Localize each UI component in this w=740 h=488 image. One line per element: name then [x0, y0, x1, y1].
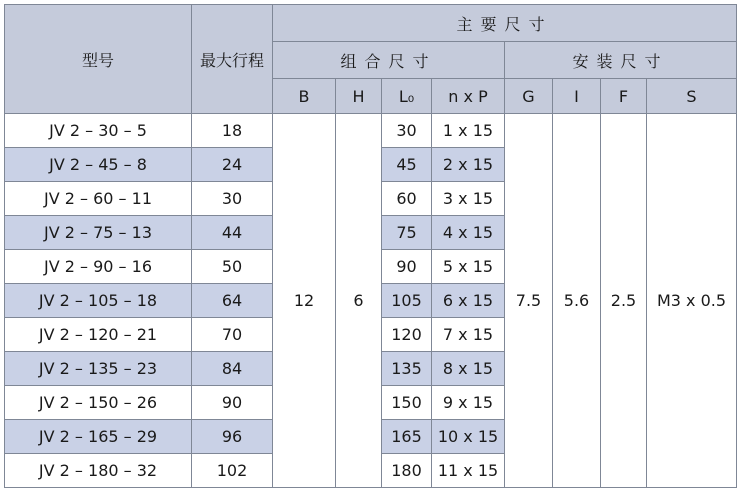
header-max-stroke: 最大行程	[192, 5, 273, 114]
cell-model: JV 2 – 120 – 21	[5, 318, 192, 352]
cell-h: 6	[336, 114, 382, 488]
cell-nxp: 2 x 15	[432, 148, 505, 182]
cell-nxp: 9 x 15	[432, 386, 505, 420]
cell-stroke: 50	[192, 250, 273, 284]
cell-stroke: 44	[192, 216, 273, 250]
cell-model: JV 2 – 90 – 16	[5, 250, 192, 284]
header-model: 型号	[5, 5, 192, 114]
header-assembly-dimensions: 组合尺寸	[273, 42, 505, 79]
cell-stroke: 30	[192, 182, 273, 216]
cell-nxp: 11 x 15	[432, 454, 505, 488]
cell-nxp: 8 x 15	[432, 352, 505, 386]
header-main-dimensions: 主要尺寸	[273, 5, 737, 42]
cell-b: 12	[273, 114, 336, 488]
cell-nxp: 1 x 15	[432, 114, 505, 148]
cell-model: JV 2 – 165 – 29	[5, 420, 192, 454]
cell-stroke: 24	[192, 148, 273, 182]
cell-f: 2.5	[601, 114, 647, 488]
cell-model: JV 2 – 75 – 13	[5, 216, 192, 250]
cell-model: JV 2 – 60 – 11	[5, 182, 192, 216]
header-col-g: G	[505, 79, 553, 114]
cell-lo: 45	[382, 148, 432, 182]
cell-lo: 90	[382, 250, 432, 284]
cell-stroke: 64	[192, 284, 273, 318]
cell-nxp: 4 x 15	[432, 216, 505, 250]
cell-model: JV 2 – 150 – 26	[5, 386, 192, 420]
cell-lo: 180	[382, 454, 432, 488]
header-install-dimensions: 安装尺寸	[505, 42, 737, 79]
cell-lo: 165	[382, 420, 432, 454]
cell-s: M3 x 0.5	[647, 114, 737, 488]
cell-stroke: 90	[192, 386, 273, 420]
cell-nxp: 3 x 15	[432, 182, 505, 216]
cell-i: 5.6	[553, 114, 601, 488]
cell-lo: 135	[382, 352, 432, 386]
cell-model: JV 2 – 30 – 5	[5, 114, 192, 148]
cell-nxp: 10 x 15	[432, 420, 505, 454]
cell-nxp: 5 x 15	[432, 250, 505, 284]
cell-stroke: 18	[192, 114, 273, 148]
cell-lo: 120	[382, 318, 432, 352]
spec-table	[4, 4, 737, 488]
cell-model: JV 2 – 45 – 8	[5, 148, 192, 182]
cell-nxp: 6 x 15	[432, 284, 505, 318]
cell-model: JV 2 – 135 – 23	[5, 352, 192, 386]
table-row	[5, 114, 737, 148]
header-col-f: F	[601, 79, 647, 114]
header-col-nxp: n x P	[432, 79, 505, 114]
cell-model: JV 2 – 180 – 32	[5, 454, 192, 488]
cell-lo: 105	[382, 284, 432, 318]
cell-lo: 150	[382, 386, 432, 420]
cell-lo: 30	[382, 114, 432, 148]
header-col-lo: L₀	[382, 79, 432, 114]
cell-model: JV 2 – 105 – 18	[5, 284, 192, 318]
header-col-h: H	[336, 79, 382, 114]
cell-nxp: 7 x 15	[432, 318, 505, 352]
cell-lo: 60	[382, 182, 432, 216]
header-col-b: B	[273, 79, 336, 114]
header-col-i: I	[553, 79, 601, 114]
cell-stroke: 84	[192, 352, 273, 386]
cell-lo: 75	[382, 216, 432, 250]
cell-g: 7.5	[505, 114, 553, 488]
cell-stroke: 70	[192, 318, 273, 352]
header-col-s: S	[647, 79, 737, 114]
cell-stroke: 102	[192, 454, 273, 488]
cell-stroke: 96	[192, 420, 273, 454]
